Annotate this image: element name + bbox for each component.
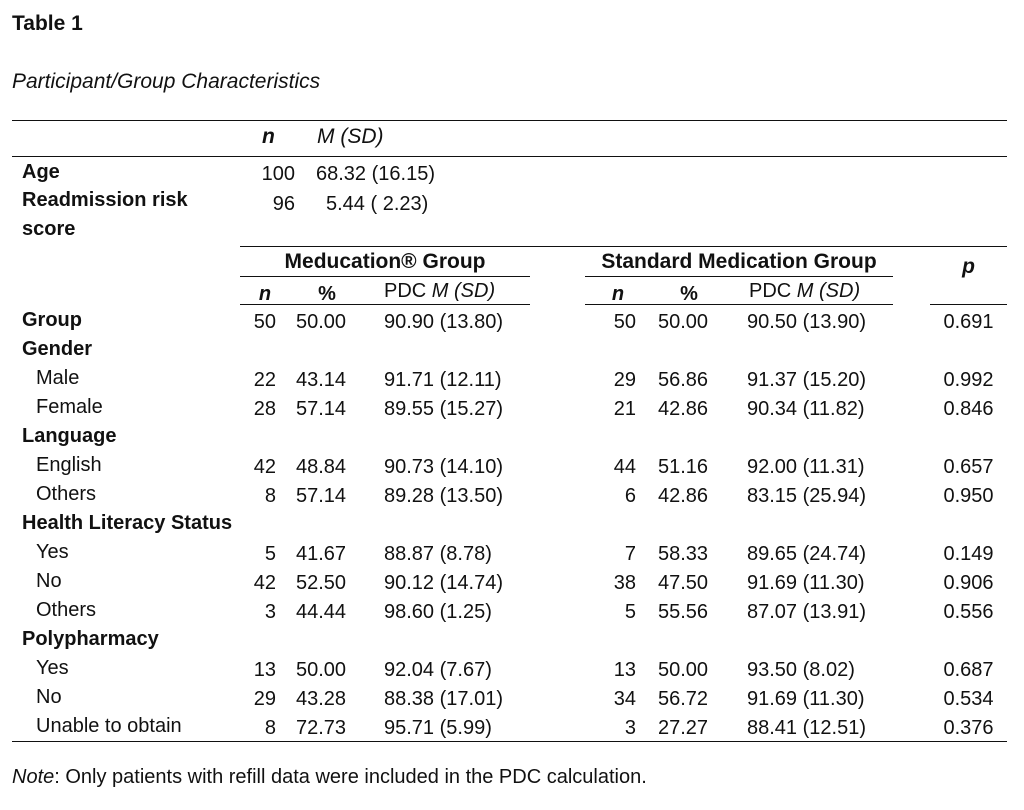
- meducation-pct: 57.14: [296, 485, 347, 507]
- standard-n: 13: [613, 659, 636, 681]
- m-n-header: n: [258, 283, 272, 305]
- meducation-n: 50: [253, 311, 276, 333]
- standard-n: 5: [624, 601, 636, 623]
- meducation-pdc: 98.60 (1.25): [384, 601, 492, 623]
- meducation-n: 3: [264, 601, 276, 623]
- m-pdc-label: PDC: [384, 280, 427, 302]
- row-label: Yes: [36, 541, 69, 563]
- meducation-pdc: 95.71 (5.99): [384, 717, 492, 739]
- s-pdc-label: PDC: [749, 280, 792, 302]
- standard-pdc: 91.37 (15.20): [747, 369, 866, 391]
- row-label: No: [36, 686, 62, 708]
- meducation-n: 29: [253, 688, 276, 710]
- standard-n: 38: [613, 572, 636, 594]
- standard-pdc: 91.69 (11.30): [747, 572, 865, 594]
- meducation-n: 42: [253, 572, 276, 594]
- meducation-pct: 50.00: [296, 311, 347, 333]
- age-label: Age: [22, 161, 60, 183]
- row-label: Yes: [36, 657, 69, 679]
- standard-pdc: 83.15 (25.94): [747, 485, 866, 507]
- standard-pdc: 93.50 (8.02): [747, 659, 855, 681]
- meducation-pct: 43.28: [296, 688, 347, 710]
- meducation-pdc: 88.38 (17.01): [384, 688, 503, 710]
- standard-n: 6: [624, 485, 636, 507]
- meducation-pdc: 92.04 (7.67): [384, 659, 492, 681]
- meducation-n: 5: [264, 543, 276, 565]
- standard-n: 3: [624, 717, 636, 739]
- table-label: Table 1: [12, 12, 83, 35]
- table-title: Participant/Group Characteristics: [12, 70, 321, 93]
- p-value: 0.149: [943, 543, 994, 565]
- standard-group-header: Standard Medication Group: [601, 250, 877, 273]
- standard-pdc: 88.41 (12.51): [747, 717, 866, 739]
- p-value: 0.992: [943, 369, 994, 391]
- standard-n: 21: [613, 398, 636, 420]
- row-label: Others: [36, 599, 97, 621]
- p-value: 0.846: [943, 398, 994, 420]
- meducation-pct: 41.67: [296, 543, 347, 565]
- summary-header-rule: [12, 156, 1007, 157]
- m-subheader-rule: [240, 304, 530, 305]
- p-subheader-rule: [930, 304, 1007, 305]
- m-pct-header: %: [318, 283, 336, 305]
- standard-pct: 42.86: [658, 485, 709, 507]
- standard-pdc: 89.65 (24.74): [747, 543, 866, 565]
- s-pct-header: %: [680, 283, 698, 305]
- meducation-n: 42: [253, 456, 276, 478]
- standard-pct: 56.86: [658, 369, 709, 391]
- table-note: [12, 766, 647, 789]
- meducation-n: 22: [253, 369, 276, 391]
- standard-pdc: 91.69 (11.30): [747, 688, 865, 710]
- meducation-pdc: 91.71 (12.11): [384, 369, 502, 391]
- standard-pct: 50.00: [658, 659, 709, 681]
- standard-pdc: 90.50 (13.90): [747, 311, 866, 333]
- section-label: Gender: [22, 338, 93, 360]
- row-label: No: [36, 570, 62, 592]
- standard-pdc: 92.00 (11.31): [747, 456, 865, 478]
- row-label: Others: [36, 483, 97, 505]
- s-subheader-rule: [585, 304, 893, 305]
- row-label: Male: [36, 367, 80, 389]
- standard-pct: 51.16: [658, 456, 709, 478]
- meducation-pdc: 89.28 (13.50): [384, 485, 503, 507]
- meducation-pct: 57.14: [296, 398, 347, 420]
- meducation-pdc: 90.73 (14.10): [384, 456, 503, 478]
- p-value: 0.376: [943, 717, 994, 739]
- standard-n: 7: [624, 543, 636, 565]
- standard-n: 44: [613, 456, 636, 478]
- p-value: 0.691: [943, 311, 994, 333]
- meducation-pct: 52.50: [296, 572, 347, 594]
- meducation-group-rule: [240, 276, 530, 277]
- p-value: 0.687: [943, 659, 994, 681]
- p-value: 0.906: [943, 572, 994, 594]
- readmission-n: 96: [272, 193, 295, 215]
- top-rule: [12, 120, 1007, 121]
- standard-pct: 58.33: [658, 543, 709, 565]
- group-header-top-rule: [240, 246, 1007, 247]
- standard-group-rule: [585, 276, 893, 277]
- meducation-n: 8: [264, 717, 276, 739]
- readmission-msd: 5.44 ( 2.23): [326, 193, 429, 215]
- meducation-pct: 48.84: [296, 456, 347, 478]
- meducation-pct: 44.44: [296, 601, 347, 623]
- meducation-pdc: 89.55 (15.27): [384, 398, 503, 420]
- age-msd: 68.32 (16.15): [316, 163, 435, 185]
- section-label: Health Literacy Status: [22, 512, 233, 534]
- summary-header-n: n: [262, 125, 275, 148]
- s-pdc-header: [749, 280, 860, 303]
- section-label: Language: [22, 425, 117, 447]
- s-n-header: n: [611, 283, 625, 305]
- meducation-n: 8: [264, 485, 276, 507]
- m-msd-label: M (SD): [431, 280, 496, 302]
- meducation-pct: 43.14: [296, 369, 347, 391]
- standard-n: 34: [613, 688, 636, 710]
- summary-header-msd: M (SD): [317, 125, 384, 148]
- standard-pct: 55.56: [658, 601, 709, 623]
- standard-pct: 27.27: [658, 717, 709, 739]
- row-label: Unable to obtain: [36, 715, 182, 737]
- p-header: p: [962, 255, 975, 278]
- standard-n: 29: [613, 369, 636, 391]
- p-value: 0.657: [943, 456, 994, 478]
- meducation-pct: 50.00: [296, 659, 347, 681]
- readmission-label-2: score: [22, 218, 76, 240]
- row-label: English: [36, 454, 102, 476]
- meducation-n: 13: [253, 659, 276, 681]
- p-value: 0.534: [943, 688, 994, 710]
- p-value: 0.950: [943, 485, 994, 507]
- standard-pdc: 90.34 (11.82): [747, 398, 865, 420]
- section-label: Group: [22, 309, 82, 331]
- standard-pct: 47.50: [658, 572, 709, 594]
- meducation-pdc: 90.90 (13.80): [384, 311, 503, 333]
- meducation-group-header: Meducation® Group: [284, 250, 486, 273]
- section-label: Polypharmacy: [22, 628, 159, 650]
- m-pdc-header: [384, 280, 495, 303]
- meducation-pdc: 88.87 (8.78): [384, 543, 492, 565]
- row-label: Female: [36, 396, 103, 418]
- standard-pct: 56.72: [658, 688, 709, 710]
- p-value: 0.556: [943, 601, 994, 623]
- note-label: Note: [12, 766, 55, 788]
- bottom-rule: [12, 741, 1007, 742]
- standard-pct: 50.00: [658, 311, 709, 333]
- readmission-label: Readmission risk: [22, 189, 188, 211]
- note-text: : Only patients with refill data were included in the PDC calculation.: [54, 766, 647, 788]
- age-n: 100: [261, 163, 295, 185]
- meducation-pdc: 90.12 (14.74): [384, 572, 503, 594]
- standard-pdc: 87.07 (13.91): [747, 601, 866, 623]
- standard-pct: 42.86: [658, 398, 709, 420]
- meducation-n: 28: [253, 398, 276, 420]
- meducation-pct: 72.73: [296, 717, 347, 739]
- s-msd-label: M (SD): [796, 280, 861, 302]
- standard-n: 50: [613, 311, 636, 333]
